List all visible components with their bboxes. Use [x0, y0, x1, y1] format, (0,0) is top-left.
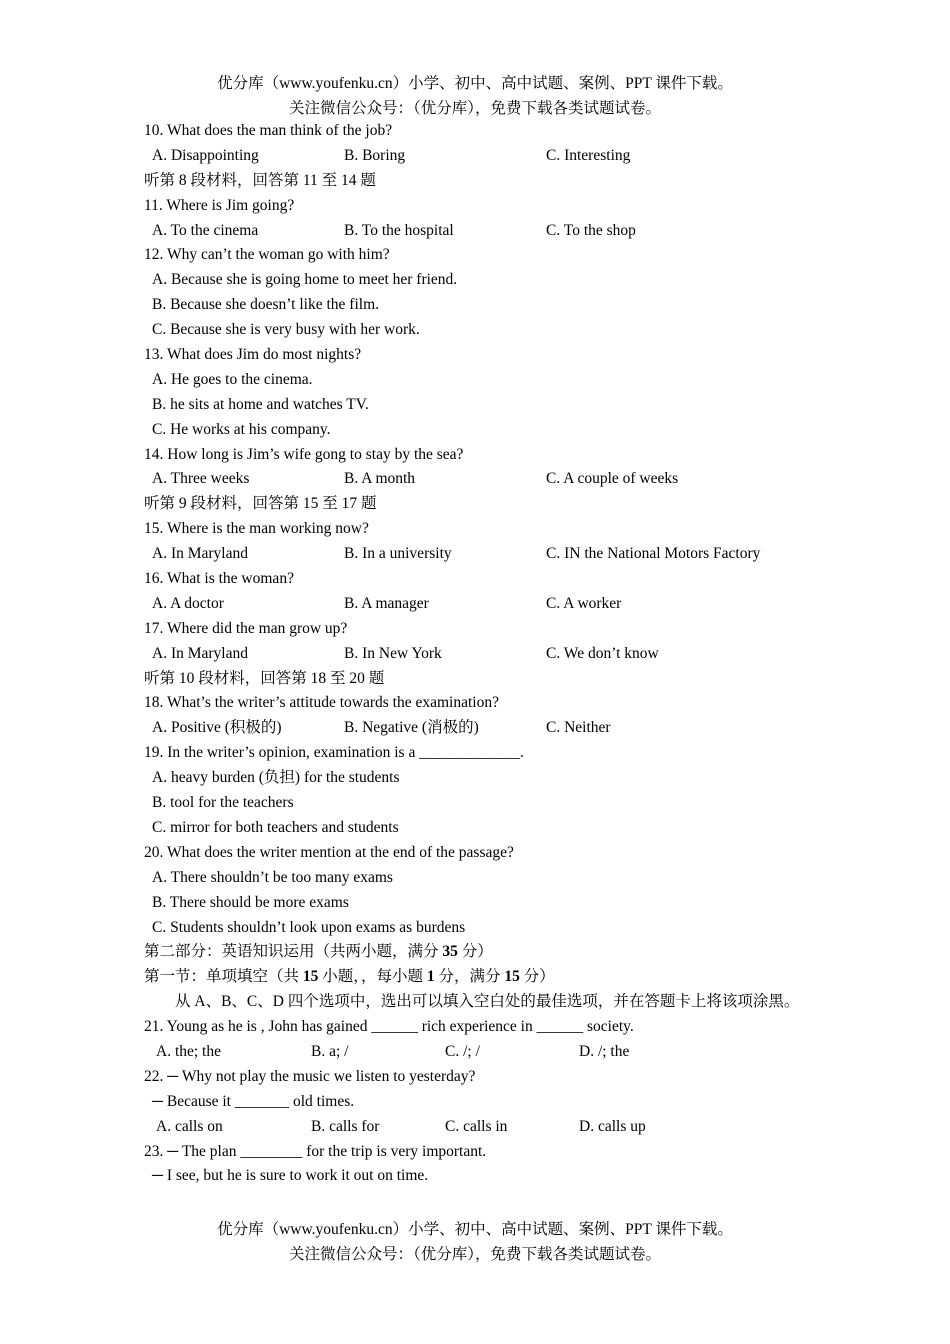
question-20-option-c: C. Students shouldn’t look upon exams as burdens	[152, 918, 466, 936]
option-a: A. In Maryland	[152, 644, 248, 662]
header-line-2: 关注微信公众号：（优分库），免费下载各类试题试卷。	[288, 100, 661, 117]
section-1-mid2: 分，满分	[434, 968, 505, 986]
question-20-option-b: B. There should be more exams	[152, 893, 349, 911]
option-c: C. IN the National Motors Factory	[546, 545, 761, 563]
question-19-option-a: A. heavy burden (负担) for the students	[152, 769, 400, 787]
option-a: A. the; the	[156, 1042, 221, 1060]
option-a: A. To the cinema	[152, 221, 259, 239]
question-13-stem: 13. What does Jim do most nights?	[144, 346, 362, 364]
question-18-stem: 18. What’s the writer’s attitude towards the examination?	[144, 694, 499, 712]
part-2-heading-post: 分）	[457, 943, 493, 961]
question-16-options	[144, 592, 824, 617]
question-17-stem: 17. Where did the man grow up?	[144, 619, 348, 637]
option-a: A. calls on	[156, 1117, 223, 1135]
option-b: B. Negative (消极的)	[344, 719, 479, 737]
question-12-option-a: A. Because she is going home to meet her friend.	[152, 271, 458, 289]
option-a: A. Disappointing	[152, 146, 259, 164]
part-2-score: 35	[442, 943, 458, 961]
option-c: C. We don’t know	[546, 644, 659, 662]
question-23-reply: ─ I see, but he is sure to work it out on time.	[152, 1167, 429, 1185]
question-19-option-c: C. mirror for both teachers and students	[152, 818, 399, 836]
section-1-count: 15	[302, 968, 319, 986]
option-c: C. calls in	[445, 1117, 508, 1135]
instructions-paragraph: 从 A、B、C、D 四个选项中，选出可以填入空白处的最佳选项，并在答题卡上将该项涂黑。	[175, 993, 800, 1011]
option-d: D. calls up	[579, 1117, 646, 1135]
question-16-stem: 16. What is the woman?	[144, 570, 294, 588]
question-22-stem: 22. ─ Why not play the music we listen to yesterday?	[144, 1067, 476, 1085]
footer-line-1: 优分库（www.youfenku.cn）小学、初中、高中试题、案例、PPT 课件下载。	[217, 1221, 733, 1238]
question-10-stem: 10. What does the man think of the job?	[144, 122, 393, 139]
question-17-options	[144, 642, 824, 667]
footer-line-2: 关注微信公众号：（优分库），免费下载各类试题试卷。	[288, 1246, 661, 1263]
question-19-stem: 19. In the writer’s opinion, examination is a _____________.	[144, 744, 524, 762]
question-19-option-b: B. tool for the teachers	[152, 794, 294, 812]
question-13-option-a: A. He goes to the cinema.	[152, 370, 313, 388]
question-12-stem: 12. Why can’t the woman go with him?	[144, 246, 390, 264]
option-c: C. To the shop	[546, 221, 636, 239]
option-c: C. A worker	[546, 594, 622, 612]
question-21-options	[144, 1040, 824, 1065]
question-22-reply: ─ Because it _______ old times.	[152, 1092, 355, 1110]
header-line-1: 优分库（www.youfenku.cn）小学、初中、高中试题、案例、PPT 课件下载。	[217, 75, 733, 92]
question-22-options	[144, 1115, 824, 1140]
question-12-option-b: B. Because she doesn’t like the film.	[152, 296, 379, 314]
option-a: A. A doctor	[152, 594, 224, 612]
section-1-each: 1	[426, 968, 435, 986]
option-b: B. A manager	[344, 594, 429, 612]
question-13-option-b: B. he sits at home and watches TV.	[152, 395, 369, 413]
question-14-options	[144, 467, 824, 492]
option-c: C. Neither	[546, 719, 611, 737]
option-a: A. Positive (积极的)	[152, 719, 282, 737]
option-c: C. Interesting	[546, 146, 631, 164]
part-2-heading-pre: 第二部分：英语知识运用（共两小题，满分	[144, 943, 443, 961]
section-1-post: 分）	[519, 968, 555, 986]
question-content	[144, 119, 824, 1189]
question-12-option-c: C. Because she is very busy with her work.	[152, 321, 420, 339]
section-10-heading: 听第 10 段材料，回答第 18 至 20 题	[144, 669, 385, 687]
option-d: D. /; the	[579, 1042, 630, 1060]
option-b: B. Boring	[344, 146, 406, 164]
option-c: C. /; /	[445, 1042, 480, 1060]
question-13-option-c: C. He works at his company.	[152, 420, 331, 438]
question-18-options	[144, 716, 824, 741]
option-b: B. In a university	[344, 545, 452, 563]
section-1-heading	[144, 965, 824, 990]
section-8-heading: 听第 8 段材料，回答第 11 至 14 题	[144, 171, 376, 189]
section-1-mid1: 小题，，每小题	[318, 968, 427, 986]
option-a: A. Three weeks	[152, 470, 250, 488]
question-11-stem: 11. Where is Jim going?	[144, 196, 295, 214]
question-20-option-a: A. There shouldn’t be too many exams	[152, 868, 393, 886]
question-15-stem: 15. Where is the man working now?	[144, 520, 369, 538]
part-2-heading	[144, 940, 824, 965]
option-b: B. calls for	[311, 1117, 380, 1135]
question-10-options	[144, 144, 824, 169]
question-20-stem: 20. What does the writer mention at the end of the passage?	[144, 843, 514, 861]
question-23-stem: 23. ─ The plan ________ for the trip is very important.	[144, 1142, 487, 1160]
option-c: C. A couple of weeks	[546, 470, 679, 488]
option-b: B. A month	[344, 470, 416, 488]
option-a: A. In Maryland	[152, 545, 248, 563]
option-b: B. In New York	[344, 644, 442, 662]
section-1-pre: 第一节：单项填空（共	[144, 968, 303, 986]
question-21-stem: 21. Young as he is , John has gained ______ rich experience in ______ society.	[144, 1018, 634, 1036]
option-b: B. To the hospital	[344, 221, 454, 239]
section-9-heading: 听第 9 段材料，回答第 15 至 17 题	[144, 495, 377, 513]
question-11-options	[144, 219, 824, 244]
question-15-options	[144, 542, 824, 567]
section-1-total: 15	[504, 968, 520, 986]
question-14-stem: 14. How long is Jim’s wife gong to stay by the sea?	[144, 445, 464, 463]
option-b: B. a; /	[311, 1042, 349, 1060]
